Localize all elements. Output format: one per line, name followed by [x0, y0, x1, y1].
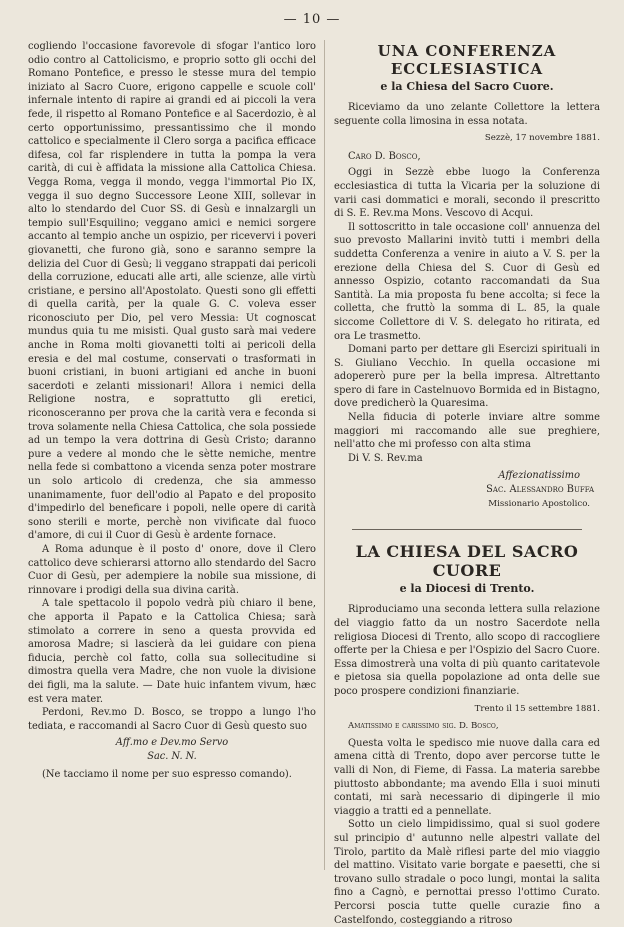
left-paragraph-2: A Roma adunque è il posto d' onore, dove il Clero cattolico deve schierarsi attorno allo stendardo del Sacro Cuor di Gesù, per adempiere la nobile sua missione, di rinnovare i prodigi della sua divina carità.	[28, 543, 316, 596]
article1-closing: Di V. S. Rev.ma	[348, 452, 423, 464]
article1-title: UNA CONFERENZA ECCLESIASTICA	[377, 42, 557, 78]
article1-subtitle: e la Chiesa del Sacro Cuore.	[380, 80, 554, 93]
left-signoff-line1: Aff.mo e Dev.mo Servo	[115, 737, 229, 749]
article1-signature	[334, 469, 600, 511]
article-trento	[334, 542, 600, 927]
article-separator	[352, 529, 582, 530]
article2-paragraph-1: Questa volta le spedisco mie nuove dalla cara ed amena città di Trento, dopo aver percorse tutte le valli di Non, di Fieme, di Fassa. La materia sarebbe piuttosto abbondante; ma avendo Ella i suoi minuti contati, mi sarà necessario di dipingerle il mio viaggio a tratti ed a pennellate.	[334, 737, 600, 817]
column-divider	[324, 40, 325, 870]
article-conferenza	[334, 42, 600, 511]
left-paragraph-1: cogliendo l'occasione favorevole di sfogar l'antico loro odio contro al Cattolicismo, e proprio sotto gli occhi del Romano Pontefice, e presso le stesse mura del tempio iniziato al Sacro Cuore, erigono cappelle e scuole coll' infernale intento di rapire ai grandi ed ai piccoli la vera fede, il rispetto al Romano Pontefice e al Sacerdozio, è al certo opportunissimo, pressantissimo che il mondo cattolico e specialmente il Clero sorga a pacifica efficace difesa, col far risplendere in tutta la pompa la vera carità, di cui è affidata la missione alla Cattolica Chiesa. Vegga Roma, vegga il mondo, vegga l'immortal Pio IX, vegga il suo degno Successore Leone XIII, sollevar in alto lo stendardo del Cuor SS. di Gesù e innalzargli un tempio sull'Esquilino; veggano amici e nemici sorgere accanto al tempio anche un ospizio, per ricevervi i poveri giovanetti, che furono già, sono e saranno sempre la delizia del Cuor di Gesù; li veggano strappati dai pericoli della corruzione, educati alle arti, alle scienze, alle virtù cristiane, e persino all'Apostolato. Questi sono gli effetti di quella carità, per la quale G. C. voleva esser riconosciuto per Dio, pel vero Messia: Ut cognoscat mundus quia tu me misisti. Qual gusto sarà mai vedere anche in Roma molti giovanetti tolti ai pericoli della eresia e del mal costume, conservati o trasformati in buoni cristiani, in buoni artigiani ed anche in buoni sacerdoti e zelanti missionari! Allora i nemici della Religione nostra, e soprattutto gli eretici, riconosceranno per prova che la carità vera e feconda si trova solamente nella Chiesa Cattolica, che sola possiede ad un tempo la vera dottrina di Gesù Cristo; daranno pure a vedere al mondo che le sètte nemiche, mentre nella fede si combattono a vicenda senza poter mostrare un solo articolo di credenza, che sia ammesso unanimamente, fuor dell'odio al Papato e del proposito d'impedirlo del beneficare i popoli, nelle opere di carità sono sterili e morte, perchè non vivificate dal fuoco d'amore, di cui il Cuor di Gesù è ardente fornace.	[28, 41, 316, 542]
article2-salutation: Amatissimo e carissimo sig. D. Bosco,	[348, 721, 499, 732]
article1-salutation: Caro D. Bosco,	[348, 150, 421, 162]
left-footnote: (Ne tacciamo il nome per suo espresso comando).	[42, 769, 292, 781]
article1-paragraph-3: Domani parto per dettare gli Esercizi spirituali in S. Giuliano Vecchio. In quella occasione mi adopererò pure per la bella impresa. Altrettanto spero di fare in Castelnuovo Bormida ed in Bistagno, dove predicherò la Quaresima.	[334, 344, 600, 410]
article2-subtitle: e la Diocesi di Trento.	[399, 582, 535, 596]
article1-intro: Riceviamo da uno zelante Collettore la lettera seguente colla limosina in essa notata.	[334, 102, 600, 127]
left-paragraph-4: Perdoni, Rev.mo D. Bosco, se troppo a lungo l'ho tediata, e raccomandi al Sacro Cuor di Gesù questo suo	[28, 707, 316, 732]
left-paragraph-3: A tale spettacolo il popolo vedrà più chiaro il bene, che apporta il Papato e la Cattolica Chiesa; sarà stimolato a correre in seno a questa provvida ed amorosa Madre; si lascierà da lei guidare con piena fiducia, perchè col fatto, colla sua sollecitudine si dimostra quella vera Madre, che non vuole la divisione dei figli, ma la salute. — Date huic infantem vivum, hæc est vera mater.	[28, 598, 316, 705]
article1-sign-3: Missionario Apostolico.	[488, 499, 590, 510]
left-signoff	[28, 736, 316, 764]
page-number: — 10 —	[283, 12, 341, 27]
left-column	[28, 40, 316, 782]
article2-dateline: Trento il 15 settembre 1881.	[474, 703, 600, 714]
article1-paragraph-2: Il sottoscritto in tale occasione coll' annuenza del suo prevosto Mallarini invitò tutti i membri della suddetta Conferenza a venire in aiuto a V. S. per la erezione della Chiesa del S. Cuor di Gesù ed annesso Ospizio, cotanto raccomandati da Sua Santità. La mia proposta fu bene accolta; si fece la colletta, che fruttò la somma di L. 85, la quale siccome Collettore di V. S. delegato ho ritirata, ed ora Le trasmetto.	[334, 221, 600, 342]
article1-sign-2: Sac. Alessandro Buffa	[486, 484, 594, 496]
article2-paragraph-2: Sotto un cielo limpidissimo, qual si suol godere sul principio d' autunno nelle alpestri vallate del Tirolo, partito da Malè riflesi parte del mio viaggio del mattino. Visitato varie borgate e paesetti, che si trovano sullo stradale o poco lungi, montai la salita fino a Cagnò, e pernottai presso l'ottimo Curato. Percorsi poscia tutte quelle curazie fino a Castelfondo, costeggiando a ritroso	[334, 819, 600, 926]
right-column	[334, 40, 600, 927]
article2-intro: Riproduciamo una seconda lettera sulla relazione del viaggio fatto da un nostro Sacerdote nella religiosa Diocesi di Trento, allo scopo di raccogliere offerte per la Chiesa e per l'Ospizio del Sacro Cuore. Essa dimostrerà una volta di più quanto caritatevole e pietosa sia quella popolazione ad onta delle sue poco prospere condizioni finanziarie.	[334, 604, 600, 697]
left-signoff-line2: Sac. N. N.	[147, 751, 197, 763]
article1-paragraph-1: Oggi in Sezzè ebbe luogo la Conferenza ecclesiastica di tutta la Vicaria per la soluzione di varii casi dommatici e morali, secondo il prescritto di S. E. Rev.ma Mons. Vescovo di Acqui.	[334, 167, 600, 220]
article1-paragraph-4: Nella fiducia di poterle inviare altre somme maggiori mi raccomando alle sue preghiere, nell'atto che mi professo con alta stima	[334, 412, 600, 451]
article2-title: LA CHIESA DEL SACRO CUORE	[355, 542, 579, 581]
article1-dateline: Sezzè, 17 novembre 1881.	[484, 133, 600, 144]
article1-sign-1: Affezionatissimo	[498, 470, 580, 482]
